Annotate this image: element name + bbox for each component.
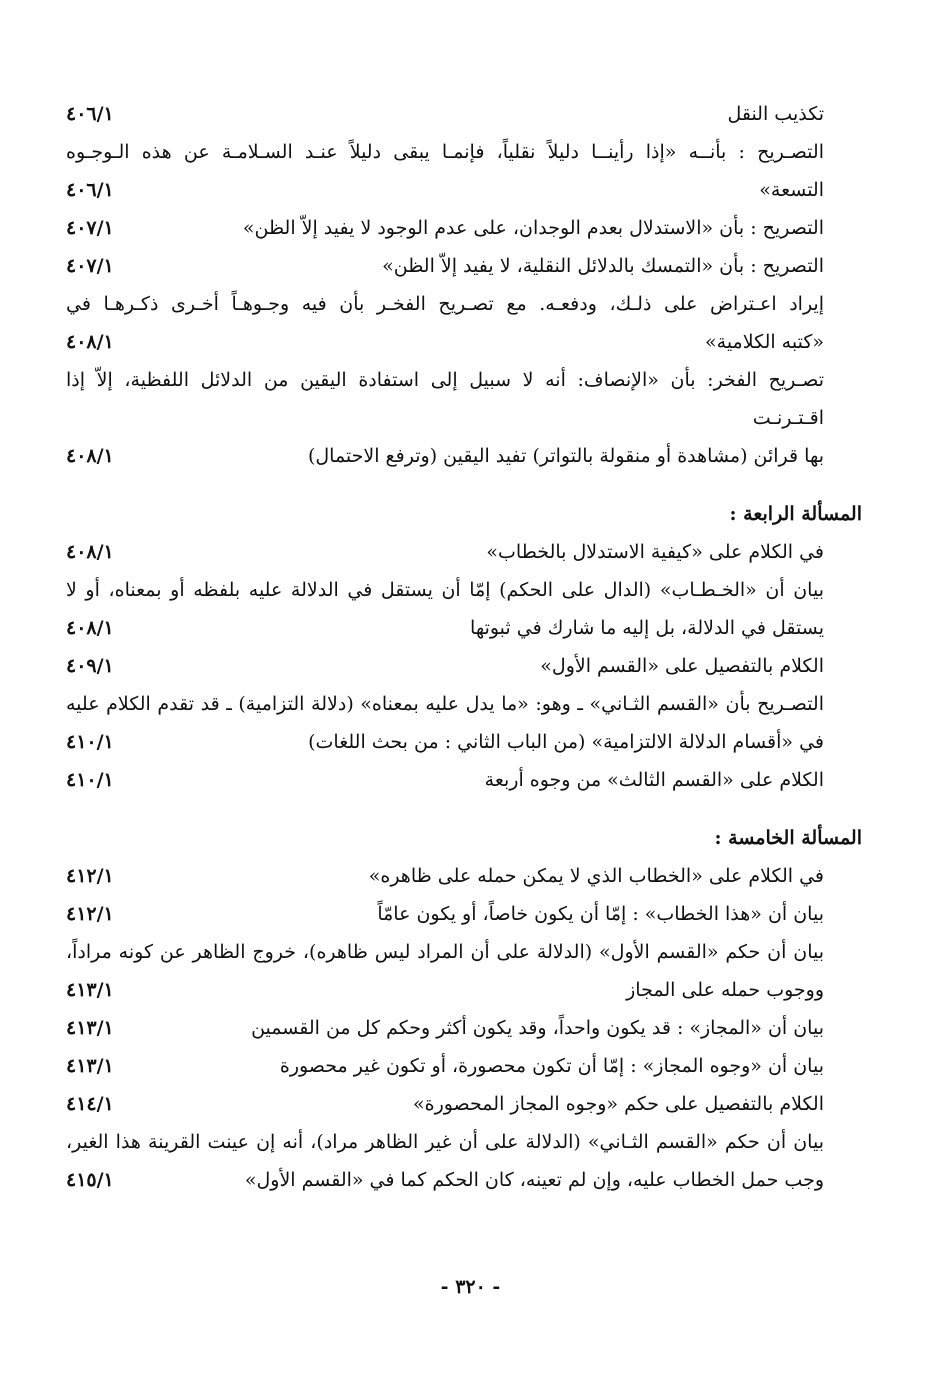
entry-text: تصـريح الفخر: بأن «الإنصاف: أنه لا سبيل إلى استفادة اليقين من الدلائل اللفظية، إلاّ إذا <box>66 369 824 391</box>
entry-ref: ٤٠٨/١ <box>66 445 114 467</box>
entry-ref: ٤١٢/١ <box>66 903 114 925</box>
index-entry <box>66 209 824 247</box>
index-entry <box>66 171 824 209</box>
index-page <box>66 95 862 1199</box>
entry-text: في الكلام على «كيفية الاستدلال بالخطاب» <box>486 541 824 563</box>
entry-text: التصريح : بأن «التمسك بالدلائل النقلية، لا يفيد إلاّ الظن» <box>382 255 824 277</box>
entry-ref: ٤١٢/١ <box>66 865 114 887</box>
entry-text: في «أقسام الدلالة الالتزامية» (من الباب الثاني : من بحث اللغات) <box>308 731 824 753</box>
index-entry <box>66 361 824 399</box>
entry-text: ووجوب حمله على المجاز <box>626 979 824 1001</box>
entry-ref: ٤١٣/١ <box>66 1017 114 1039</box>
entry-text: يستقل في الدلالة، بل إليه ما شارك في ثبوتها <box>470 617 824 639</box>
entry-ref: ٤٠٧/١ <box>66 255 114 277</box>
entry-text: بها قرائن (مشاهدة أو منقولة بالتواتر) تفيد اليقين (وترفع الاحتمال) <box>307 445 824 467</box>
entry-ref: ٤٠٨/١ <box>66 617 114 639</box>
entry-text: «كتبه الكلامية» <box>705 331 824 353</box>
index-entry <box>66 1123 824 1161</box>
entry-ref: ٤١٠/١ <box>66 731 114 753</box>
entry-text: وجب حمل الخطاب عليه، وإن لم تعينه، كان الحكم كما في «القسم الأول» <box>244 1169 824 1191</box>
entry-ref: ٤١٠/١ <box>66 769 114 791</box>
index-entry <box>66 399 824 437</box>
index-entry <box>66 437 824 475</box>
index-entry <box>66 1161 824 1199</box>
entry-ref: ٤٠٩/١ <box>66 655 114 677</box>
entry-text: الكلام بالتفصيل على «القسم الأول» <box>540 655 824 677</box>
entry-ref: ٤١٣/١ <box>66 979 114 1001</box>
index-entry <box>66 647 824 685</box>
index-entry <box>66 133 824 171</box>
page-number: - ٣٢٠ - <box>440 1276 501 1298</box>
entry-text: التصـريح بأن «القسم الثـاني» ـ وهو: «ما يدل عليه بمعناه» (دلالة التزامية) ـ قد تقدم الكلام عليه <box>66 693 824 715</box>
index-entry <box>66 95 824 133</box>
entry-text: التصريح : بأن «الاستدلال بعدم الوجدان، على عدم الوجود لا يفيد إلاّ الظن» <box>242 217 824 239</box>
entry-text: بيان أن «المجاز» : قد يكون واحداً، وقد يكون أكثر وحكم كل من القسمين <box>251 1017 824 1039</box>
index-entry <box>66 285 824 323</box>
entry-text: التسعة» <box>759 179 824 201</box>
entry-ref: ٤١٥/١ <box>66 1169 114 1191</box>
entry-ref: ٤٠٦/١ <box>66 103 114 125</box>
entry-text: بيان أن «هذا الخطاب» : إمّا أن يكون خاصاً، أو يكون عامّاً <box>377 903 824 925</box>
entry-text: التصـريح : بأنــه «إذا رأينــا دليلاً نقلياً، فإنمـا يبقى دليلاً عنـد السـلامـة عن هذه الـوجـوه <box>66 141 824 163</box>
index-entry <box>66 1009 824 1047</box>
index-entry <box>66 533 824 571</box>
index-entry <box>66 1085 824 1123</box>
index-entry <box>66 571 824 609</box>
entry-ref: ٤٠٦/١ <box>66 179 114 201</box>
entry-text: في الكلام على «الخطاب الذي لا يمكن حمله على ظاهره» <box>368 865 824 887</box>
entry-text: بيان أن «وجوه المجاز» : إمّا أن تكون محصورة، أو تكون غير محصورة <box>279 1055 824 1077</box>
index-entry <box>66 1047 824 1085</box>
index-entry <box>66 971 824 1009</box>
index-entry <box>66 857 824 895</box>
entry-text: بيان أن حكم «القسم الأول» (الدلالة على أن المراد ليس ظاهره)، خروج الظاهر عن كونه مراداً، <box>66 941 824 963</box>
entry-text: تكذيب النقل <box>727 103 824 125</box>
index-entry <box>66 933 824 971</box>
index-entry <box>66 609 824 647</box>
section-heading: المسألة الرابعة : <box>729 503 862 525</box>
index-entry <box>66 685 824 723</box>
entry-text: إيراد اعـتراض على ذلـك، ودفعـه. مع تصـريح الفخـر بأن فيه وجـوهـاً أخـرى ذكـرهـا في <box>66 293 824 315</box>
entry-text: الكلام على «القسم الثالث» من وجوه أربعة <box>484 769 824 791</box>
entry-ref: ٤١٣/١ <box>66 1055 114 1077</box>
entry-ref: ٤٠٧/١ <box>66 217 114 239</box>
index-entry <box>66 323 824 361</box>
entry-text: بيان أن حكم «القسم الثـاني» (الدلالة على أن غير الظاهر مراد)، أنه إن عينت القرينة هذا الغير، <box>66 1131 824 1153</box>
index-entry <box>66 723 824 761</box>
index-entry <box>66 761 824 799</box>
entry-text: بيان أن «الخـطـاب» (الدال على الحكم) إمّا أن يستقل في الدلالة عليه بلفظه أو بمعناه، أو لا <box>66 579 824 601</box>
index-entry <box>66 247 824 285</box>
entry-text: اقـتـرنـت <box>752 407 824 429</box>
entry-ref: ٤١٤/١ <box>66 1093 114 1115</box>
entry-ref: ٤٠٨/١ <box>66 541 114 563</box>
section-heading: المسألة الخامسة : <box>714 827 862 849</box>
entry-text: الكلام بالتفصيل على حكم «وجوه المجاز المحصورة» <box>412 1093 824 1115</box>
entry-ref: ٤٠٨/١ <box>66 331 114 353</box>
index-entry <box>66 895 824 933</box>
